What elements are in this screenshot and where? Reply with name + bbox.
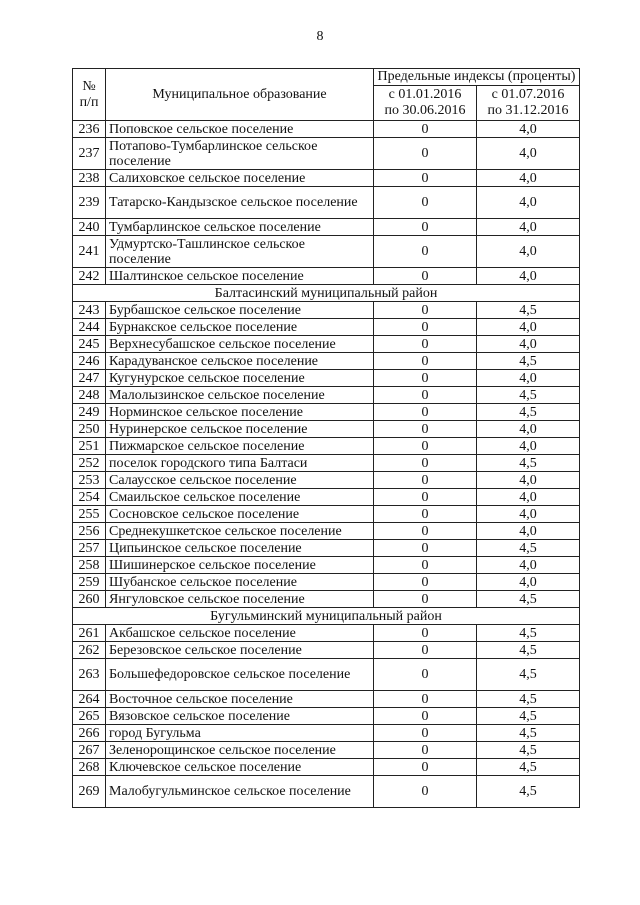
row-value-period-2: 4,5 <box>477 759 580 776</box>
row-value-period-2: 4,5 <box>477 455 580 472</box>
row-value-period-1: 0 <box>374 138 477 170</box>
header-period-2: с 01.07.2016 по 31.12.2016 <box>477 86 580 121</box>
row-value-period-1: 0 <box>374 438 477 455</box>
row-value-period-2: 4,0 <box>477 421 580 438</box>
row-value-period-1: 0 <box>374 708 477 725</box>
row-value-period-2: 4,5 <box>477 725 580 742</box>
row-value-period-1: 0 <box>374 370 477 387</box>
row-number: 248 <box>73 387 106 404</box>
row-value-period-1: 0 <box>374 725 477 742</box>
table-row <box>73 540 580 557</box>
row-number: 245 <box>73 336 106 353</box>
row-value-period-1: 0 <box>374 187 477 219</box>
row-name: Ципьинское сельское поселение <box>106 540 374 557</box>
section-title: Бугульминский муниципальный район <box>73 608 580 625</box>
row-value-period-2: 4,0 <box>477 121 580 138</box>
row-name: Татарско-Кандызское сельское поселение <box>106 187 374 219</box>
row-name: Среднекушкетское сельское поселение <box>106 523 374 540</box>
table-row <box>73 574 580 591</box>
table-row <box>73 236 580 268</box>
row-value-period-2: 4,0 <box>477 170 580 187</box>
row-value-period-2: 4,5 <box>477 540 580 557</box>
table-row <box>73 625 580 642</box>
table-row <box>73 455 580 472</box>
table-row <box>73 472 580 489</box>
table-row <box>73 302 580 319</box>
row-number: 242 <box>73 268 106 285</box>
row-number: 252 <box>73 455 106 472</box>
table-row <box>73 659 580 691</box>
row-name: Пижмарское сельское поселение <box>106 438 374 455</box>
row-number: 262 <box>73 642 106 659</box>
row-value-period-2: 4,0 <box>477 187 580 219</box>
row-value-period-1: 0 <box>374 404 477 421</box>
row-name: Салиховское сельское поселение <box>106 170 374 187</box>
row-value-period-2: 4,0 <box>477 268 580 285</box>
row-name: Карадуванское сельское поселение <box>106 353 374 370</box>
header-name: Муниципальное образование <box>106 69 374 121</box>
row-name: Янгуловское сельское поселение <box>106 591 374 608</box>
row-number: 266 <box>73 725 106 742</box>
table-row <box>73 691 580 708</box>
row-number: 236 <box>73 121 106 138</box>
row-number: 263 <box>73 659 106 691</box>
page-number: 8 <box>316 29 324 44</box>
row-number: 240 <box>73 219 106 236</box>
row-name: Малолызинское сельское поселение <box>106 387 374 404</box>
row-value-period-1: 0 <box>374 319 477 336</box>
row-value-period-2: 4,0 <box>477 370 580 387</box>
row-value-period-1: 0 <box>374 302 477 319</box>
row-value-period-2: 4,5 <box>477 708 580 725</box>
row-value-period-2: 4,0 <box>477 557 580 574</box>
row-value-period-2: 4,5 <box>477 642 580 659</box>
row-value-period-2: 4,0 <box>477 574 580 591</box>
row-name: Бурнакское сельское поселение <box>106 319 374 336</box>
row-value-period-1: 0 <box>374 776 477 808</box>
header-indices: Предельные индексы (проценты) <box>374 69 580 86</box>
row-name: Потапово-Тумбарлинское сельское поселение <box>106 138 374 170</box>
row-value-period-2: 4,5 <box>477 776 580 808</box>
row-value-period-1: 0 <box>374 387 477 404</box>
row-value-period-1: 0 <box>374 268 477 285</box>
row-name: Сосновское сельское поселение <box>106 506 374 523</box>
table-row <box>73 370 580 387</box>
row-value-period-1: 0 <box>374 591 477 608</box>
row-value-period-1: 0 <box>374 219 477 236</box>
table-row <box>73 557 580 574</box>
row-number: 258 <box>73 557 106 574</box>
row-value-period-2: 4,0 <box>477 319 580 336</box>
row-value-period-1: 0 <box>374 540 477 557</box>
row-value-period-1: 0 <box>374 625 477 642</box>
row-value-period-2: 4,0 <box>477 138 580 170</box>
row-number: 259 <box>73 574 106 591</box>
row-number: 265 <box>73 708 106 725</box>
row-number: 246 <box>73 353 106 370</box>
row-name: Бурбашское сельское поселение <box>106 302 374 319</box>
row-name: Нуринерское сельское поселение <box>106 421 374 438</box>
row-value-period-2: 4,5 <box>477 625 580 642</box>
row-name: Кугунурское сельское поселение <box>106 370 374 387</box>
row-value-period-1: 0 <box>374 336 477 353</box>
row-number: 247 <box>73 370 106 387</box>
row-value-period-2: 4,0 <box>477 523 580 540</box>
table-row <box>73 776 580 808</box>
row-number: 260 <box>73 591 106 608</box>
row-name: Тумбарлинское сельское поселение <box>106 219 374 236</box>
row-value-period-1: 0 <box>374 170 477 187</box>
row-value-period-2: 4,5 <box>477 691 580 708</box>
row-number: 268 <box>73 759 106 776</box>
row-number: 251 <box>73 438 106 455</box>
row-number: 256 <box>73 523 106 540</box>
row-value-period-2: 4,0 <box>477 506 580 523</box>
row-name: Верхнесубашское сельское поселение <box>106 336 374 353</box>
row-number: 264 <box>73 691 106 708</box>
row-number: 267 <box>73 742 106 759</box>
row-name: Ключевское сельское поселение <box>106 759 374 776</box>
row-number: 254 <box>73 489 106 506</box>
table-row <box>73 138 580 170</box>
table-row <box>73 506 580 523</box>
row-name: Зеленорощинское сельское поселение <box>106 742 374 759</box>
table-row <box>73 523 580 540</box>
row-number: 237 <box>73 138 106 170</box>
row-value-period-2: 4,5 <box>477 659 580 691</box>
table-row <box>73 759 580 776</box>
row-name: город Бугульма <box>106 725 374 742</box>
row-number: 261 <box>73 625 106 642</box>
header-num: № п/п <box>73 69 106 121</box>
row-number: 255 <box>73 506 106 523</box>
row-value-period-1: 0 <box>374 421 477 438</box>
table-row <box>73 268 580 285</box>
row-value-period-2: 4,0 <box>477 336 580 353</box>
row-number: 253 <box>73 472 106 489</box>
row-value-period-2: 4,5 <box>477 353 580 370</box>
row-number: 257 <box>73 540 106 557</box>
row-value-period-1: 0 <box>374 353 477 370</box>
table-row <box>73 404 580 421</box>
table-row <box>73 319 580 336</box>
table-row <box>73 742 580 759</box>
row-name: Большефедоровское сельское поселение <box>106 659 374 691</box>
section-row <box>73 608 580 625</box>
row-value-period-2: 4,0 <box>477 438 580 455</box>
row-name: Шишинерское сельское поселение <box>106 557 374 574</box>
row-value-period-1: 0 <box>374 659 477 691</box>
row-number: 241 <box>73 236 106 268</box>
table-row <box>73 489 580 506</box>
row-value-period-2: 4,5 <box>477 591 580 608</box>
table-row <box>73 708 580 725</box>
table-row <box>73 438 580 455</box>
row-name: Вязовское сельское поселение <box>106 708 374 725</box>
table-row <box>73 121 580 138</box>
row-name: Акбашское сельское поселение <box>106 625 374 642</box>
row-value-period-2: 4,0 <box>477 219 580 236</box>
row-value-period-2: 4,5 <box>477 404 580 421</box>
row-name: Малобугульминское сельское поселение <box>106 776 374 808</box>
section-title: Балтасинский муниципальный район <box>73 285 580 302</box>
row-number: 238 <box>73 170 106 187</box>
row-value-period-1: 0 <box>374 742 477 759</box>
row-name: Поповское сельское поселение <box>106 121 374 138</box>
row-value-period-1: 0 <box>374 472 477 489</box>
table-row <box>73 336 580 353</box>
row-number: 243 <box>73 302 106 319</box>
row-value-period-1: 0 <box>374 121 477 138</box>
table-body <box>73 121 580 808</box>
row-value-period-2: 4,0 <box>477 236 580 268</box>
row-name: Смаильское сельское поселение <box>106 489 374 506</box>
table-row <box>73 725 580 742</box>
row-name: Восточное сельское поселение <box>106 691 374 708</box>
row-value-period-1: 0 <box>374 691 477 708</box>
row-value-period-2: 4,5 <box>477 387 580 404</box>
indices-table <box>72 68 580 808</box>
row-value-period-1: 0 <box>374 759 477 776</box>
row-value-period-1: 0 <box>374 523 477 540</box>
row-name: Удмуртско-Ташлинское сельское поселение <box>106 236 374 268</box>
row-value-period-1: 0 <box>374 236 477 268</box>
row-value-period-2: 4,0 <box>477 472 580 489</box>
table-row <box>73 387 580 404</box>
row-value-period-1: 0 <box>374 574 477 591</box>
table-row <box>73 187 580 219</box>
section-row <box>73 285 580 302</box>
row-name: Шубанское сельское поселение <box>106 574 374 591</box>
row-value-period-1: 0 <box>374 557 477 574</box>
row-value-period-2: 4,0 <box>477 489 580 506</box>
table-row <box>73 353 580 370</box>
row-number: 269 <box>73 776 106 808</box>
row-number: 244 <box>73 319 106 336</box>
header-period-1: с 01.01.2016 по 30.06.2016 <box>374 86 477 121</box>
row-value-period-2: 4,5 <box>477 742 580 759</box>
row-name: Салаусское сельское поселение <box>106 472 374 489</box>
row-name: Шалтинское сельское поселение <box>106 268 374 285</box>
row-value-period-2: 4,5 <box>477 302 580 319</box>
table-row <box>73 591 580 608</box>
row-name: поселок городского типа Балтаси <box>106 455 374 472</box>
table-row <box>73 219 580 236</box>
row-name: Березовское сельское поселение <box>106 642 374 659</box>
row-name: Норминское сельское поселение <box>106 404 374 421</box>
table-row <box>73 642 580 659</box>
table-row <box>73 170 580 187</box>
row-value-period-1: 0 <box>374 489 477 506</box>
row-number: 250 <box>73 421 106 438</box>
row-number: 239 <box>73 187 106 219</box>
table-row <box>73 421 580 438</box>
row-number: 249 <box>73 404 106 421</box>
table-header <box>73 69 580 121</box>
row-value-period-1: 0 <box>374 506 477 523</box>
row-value-period-1: 0 <box>374 455 477 472</box>
row-value-period-1: 0 <box>374 642 477 659</box>
